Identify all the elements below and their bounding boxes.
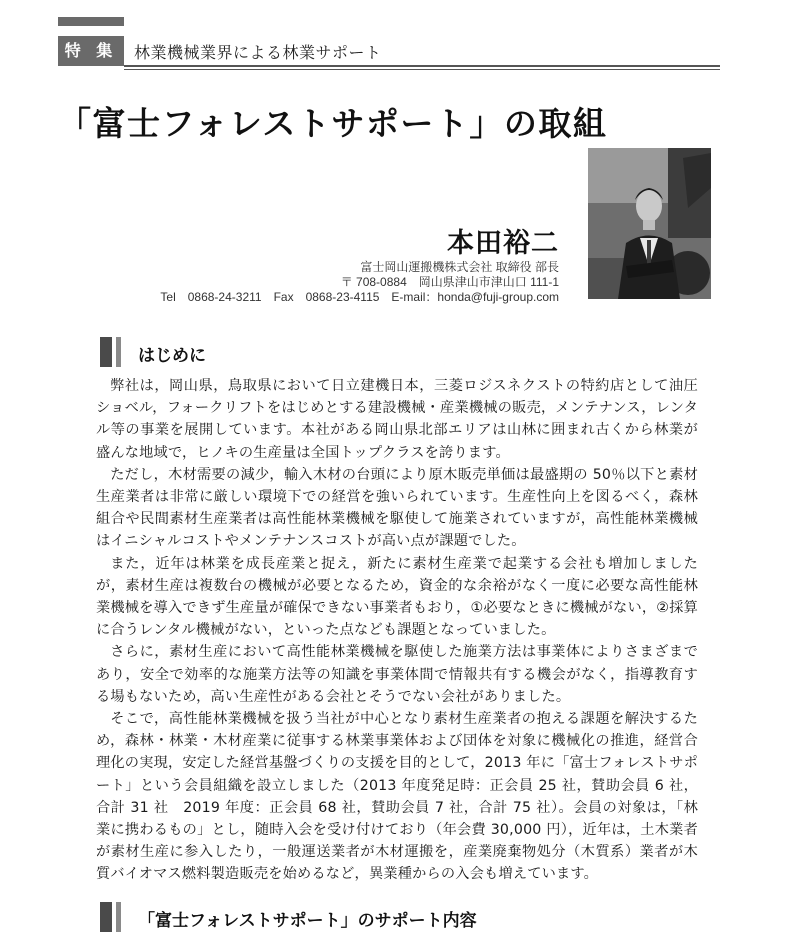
author-block bbox=[160, 228, 559, 305]
article-body bbox=[96, 375, 698, 886]
section-heading-support bbox=[100, 902, 700, 932]
body-paragraph: さらに，素材生産において高性能林業機械を駆使した施業方法は事業体によりさまざまであり，安全で効率的な施業方法等の知識を事業体間で情報共有する機会がなく，指導教育する場もないため，高い生産性がある会社とそうでない会社がありました。 bbox=[96, 644, 698, 705]
section-marker bbox=[100, 337, 112, 367]
author-contact: Tel 0868-24-3211 Fax 0868-23-4115 E-mail：honda@fuji-group.com bbox=[160, 290, 559, 304]
author-address: 〒 708-0884 岡山県津山市津山口 111-1 bbox=[340, 275, 559, 289]
body-paragraph: そこで，高性能林業機械を扱う当社が中心となり素材生産業者の抱える課題を解決するため，森林・林業・木材産業に従事する林業事業体および団体を対象に機械化の推進，経営合理化の実現，安定した経営基盤づくりの支援を目的として，2013 年に「富士フォレストサポート」という会員組織を設立しました（2013 年度発足時：正会員 25 社，賛助会員 6 社，合計 31 社 2019 年度：正会員 68 社，賛助会員 7 社，合計 75 社）。会員の対象は，「林業に携わるもの」とし，随時入会を受け付けており（年会費 30,000 円），近年は，土木業者が素材生産に参入したり，一般運送業者が木材運搬を，産業廃棄物処分（木質系）業者が木質バイオマス燃料製造販売を始めるなど，異業種からの入会も増えています。 bbox=[96, 711, 698, 883]
body-paragraph: また，近年は林業を成長産業と捉え，新たに素材生産業で起業する会社も増加しましたが，素材生産は複数台の機械が必要となるため，資金的な余裕がなく一度に必要な高性能林業機械を導入できず生産量が確保できない事業者もおり，①必要なときに機械がない，②採算に合うレンタル機械がない，といった点なども課題となっていました。 bbox=[96, 555, 698, 639]
author-affiliation: 富士岡山運搬機株式会社 取締役 部長 bbox=[360, 260, 559, 274]
series-title: 林業機械業界による林業サポート bbox=[134, 43, 382, 62]
section-marker-secondary bbox=[116, 337, 121, 367]
body-paragraph: ただし，木材需要の減少，輸入木材の台頭により原木販売単価は最盛期の 50％以下と素材生産業者は非常に厳しい環境下での経営を強いられています。生産性向上を図るべく，森林組合や民間素材生産業者は高性能林業機械を駆使して施業されていますが，高性能林業機械はイニシャルコストやメンテナンスコストが高い点が課題でした。 bbox=[96, 466, 698, 550]
author-portrait bbox=[588, 148, 711, 299]
header-rule-thin bbox=[124, 69, 720, 70]
section-marker bbox=[100, 902, 112, 932]
author-name: 本田裕二 bbox=[447, 228, 559, 259]
section-marker-secondary bbox=[116, 902, 121, 932]
section-heading-label: はじめに bbox=[138, 346, 206, 366]
header-accent-bar bbox=[58, 17, 124, 26]
section-heading-label: 「富士フォレストサポート」のサポート内容 bbox=[138, 911, 477, 931]
portrait-image bbox=[588, 148, 711, 299]
feature-tag: 特 集 bbox=[58, 36, 124, 66]
article-title: 「富士フォレストサポート」の取組 bbox=[58, 104, 608, 143]
section-heading-intro bbox=[100, 337, 700, 367]
header-rule bbox=[124, 65, 720, 67]
body-paragraph: 弊社は，岡山県，鳥取県において日立建機日本，三菱ロジスネクストの特約店として油圧ショベル，フォークリフトをはじめとする建設機械・産業機械の販売，メンテナンス，レンタル等の事業を展開しています。本社がある岡山県北部エリアは山林に囲まれ古くから林業が盛んな地域で，ヒノキの生産量は全国トップクラスを誇ります。 bbox=[96, 378, 698, 461]
